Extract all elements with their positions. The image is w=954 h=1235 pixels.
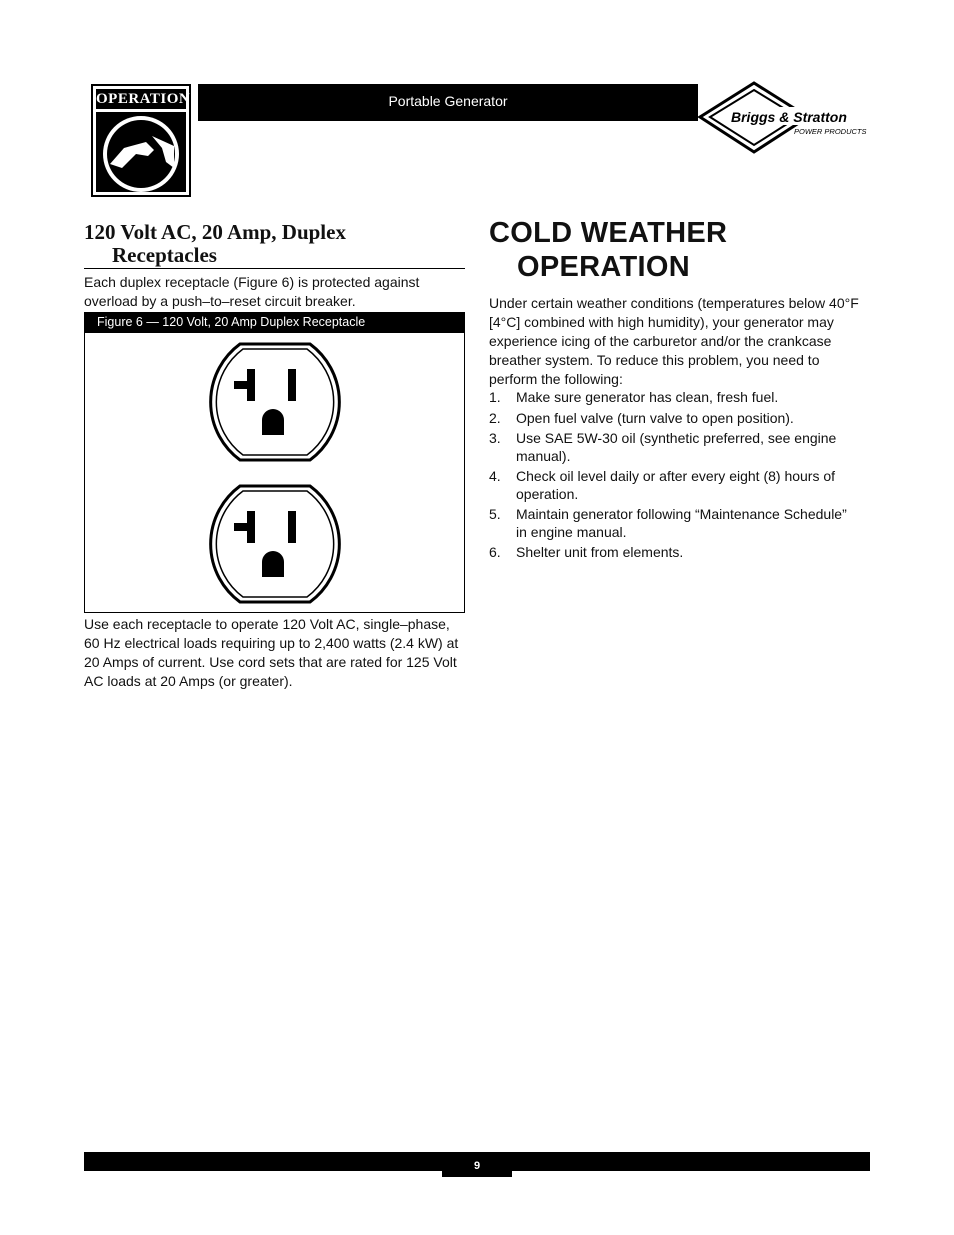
heading-line-1: 120 Volt AC, 20 Amp, Duplex — [84, 220, 346, 244]
receptacle-outlet-top — [211, 344, 340, 460]
header-title: Portable Generator — [388, 93, 508, 109]
badge-label: OPERATION — [96, 91, 191, 107]
list-item-number: 5. — [489, 506, 501, 522]
cold-weather-intro: Under certain weather conditions (temperatures below 40°F [4°C] combined with high humidity), your generator may experience icing of the carburetor and/or the crankcase breather system. To reduce this problem, you need to perform the following: — [489, 295, 859, 387]
brand-sub: POWER PRODUCTS — [794, 127, 867, 136]
heading-line-2: OPERATION — [517, 251, 690, 283]
duplex-receptacle-icon — [200, 340, 350, 605]
figure-caption: Figure 6 — 120 Volt, 20 Amp Duplex Receptacle — [84, 312, 465, 333]
list-item — [489, 506, 861, 541]
footer-bar-right — [512, 1152, 870, 1171]
list-item-number: 2. — [489, 409, 501, 426]
list-item-text: Shelter unit from elements. — [516, 544, 684, 560]
list-item — [489, 430, 861, 465]
list-item-text: Use SAE 5W-30 oil (synthetic preferred, see engine manual). — [516, 430, 837, 464]
footer-bar-left — [84, 1152, 442, 1171]
list-item-number: 4. — [489, 468, 501, 484]
list-item-text: Maintain generator following “Maintenance Schedule” in engine manual. — [516, 506, 847, 540]
brand-name: Briggs & Stratton — [731, 109, 847, 125]
list-item — [489, 468, 861, 503]
list-item-number: 3. — [489, 430, 501, 446]
list-item — [489, 410, 861, 428]
heading-line-2: Receptacles — [112, 243, 217, 267]
section-heading-cold-weather — [489, 216, 869, 284]
list-item — [489, 389, 861, 407]
list-item-text: Make sure generator has clean, fresh fuel. — [516, 389, 779, 405]
list-item-text: Open fuel valve (turn valve to open position). — [516, 409, 794, 426]
cold-weather-steps — [489, 389, 861, 565]
list-item-number: 6. — [489, 544, 501, 560]
operation-badge-icon — [91, 84, 191, 197]
receptacles-usage-text: Use each receptacle to operate 120 Volt AC, single–phase, 60 Hz electrical loads requiring up to 2,400 watts (2.4 kW) at 20 Amps of current. Use cord sets that are rated for 125 Volt AC loads at 20 Amps (or greater). — [84, 616, 459, 689]
list-item-text: Check oil level daily or after every eight (8) hours of operation. — [516, 468, 836, 502]
briggs-stratton-logo-icon — [698, 81, 870, 154]
section-heading-receptacles — [84, 221, 464, 267]
heading-line-1: COLD WEATHER — [489, 217, 728, 249]
receptacles-intro: Each duplex receptacle (Figure 6) is protected against overload by a push–to–reset circuit breaker. — [84, 274, 420, 309]
list-item-number: 1. — [489, 389, 501, 405]
list-item — [489, 544, 861, 562]
header-bar — [198, 84, 698, 121]
receptacle-outlet-bottom — [211, 486, 340, 602]
badge-artwork — [96, 112, 186, 192]
page-number: 9 — [442, 1152, 512, 1177]
section-divider — [84, 268, 465, 269]
